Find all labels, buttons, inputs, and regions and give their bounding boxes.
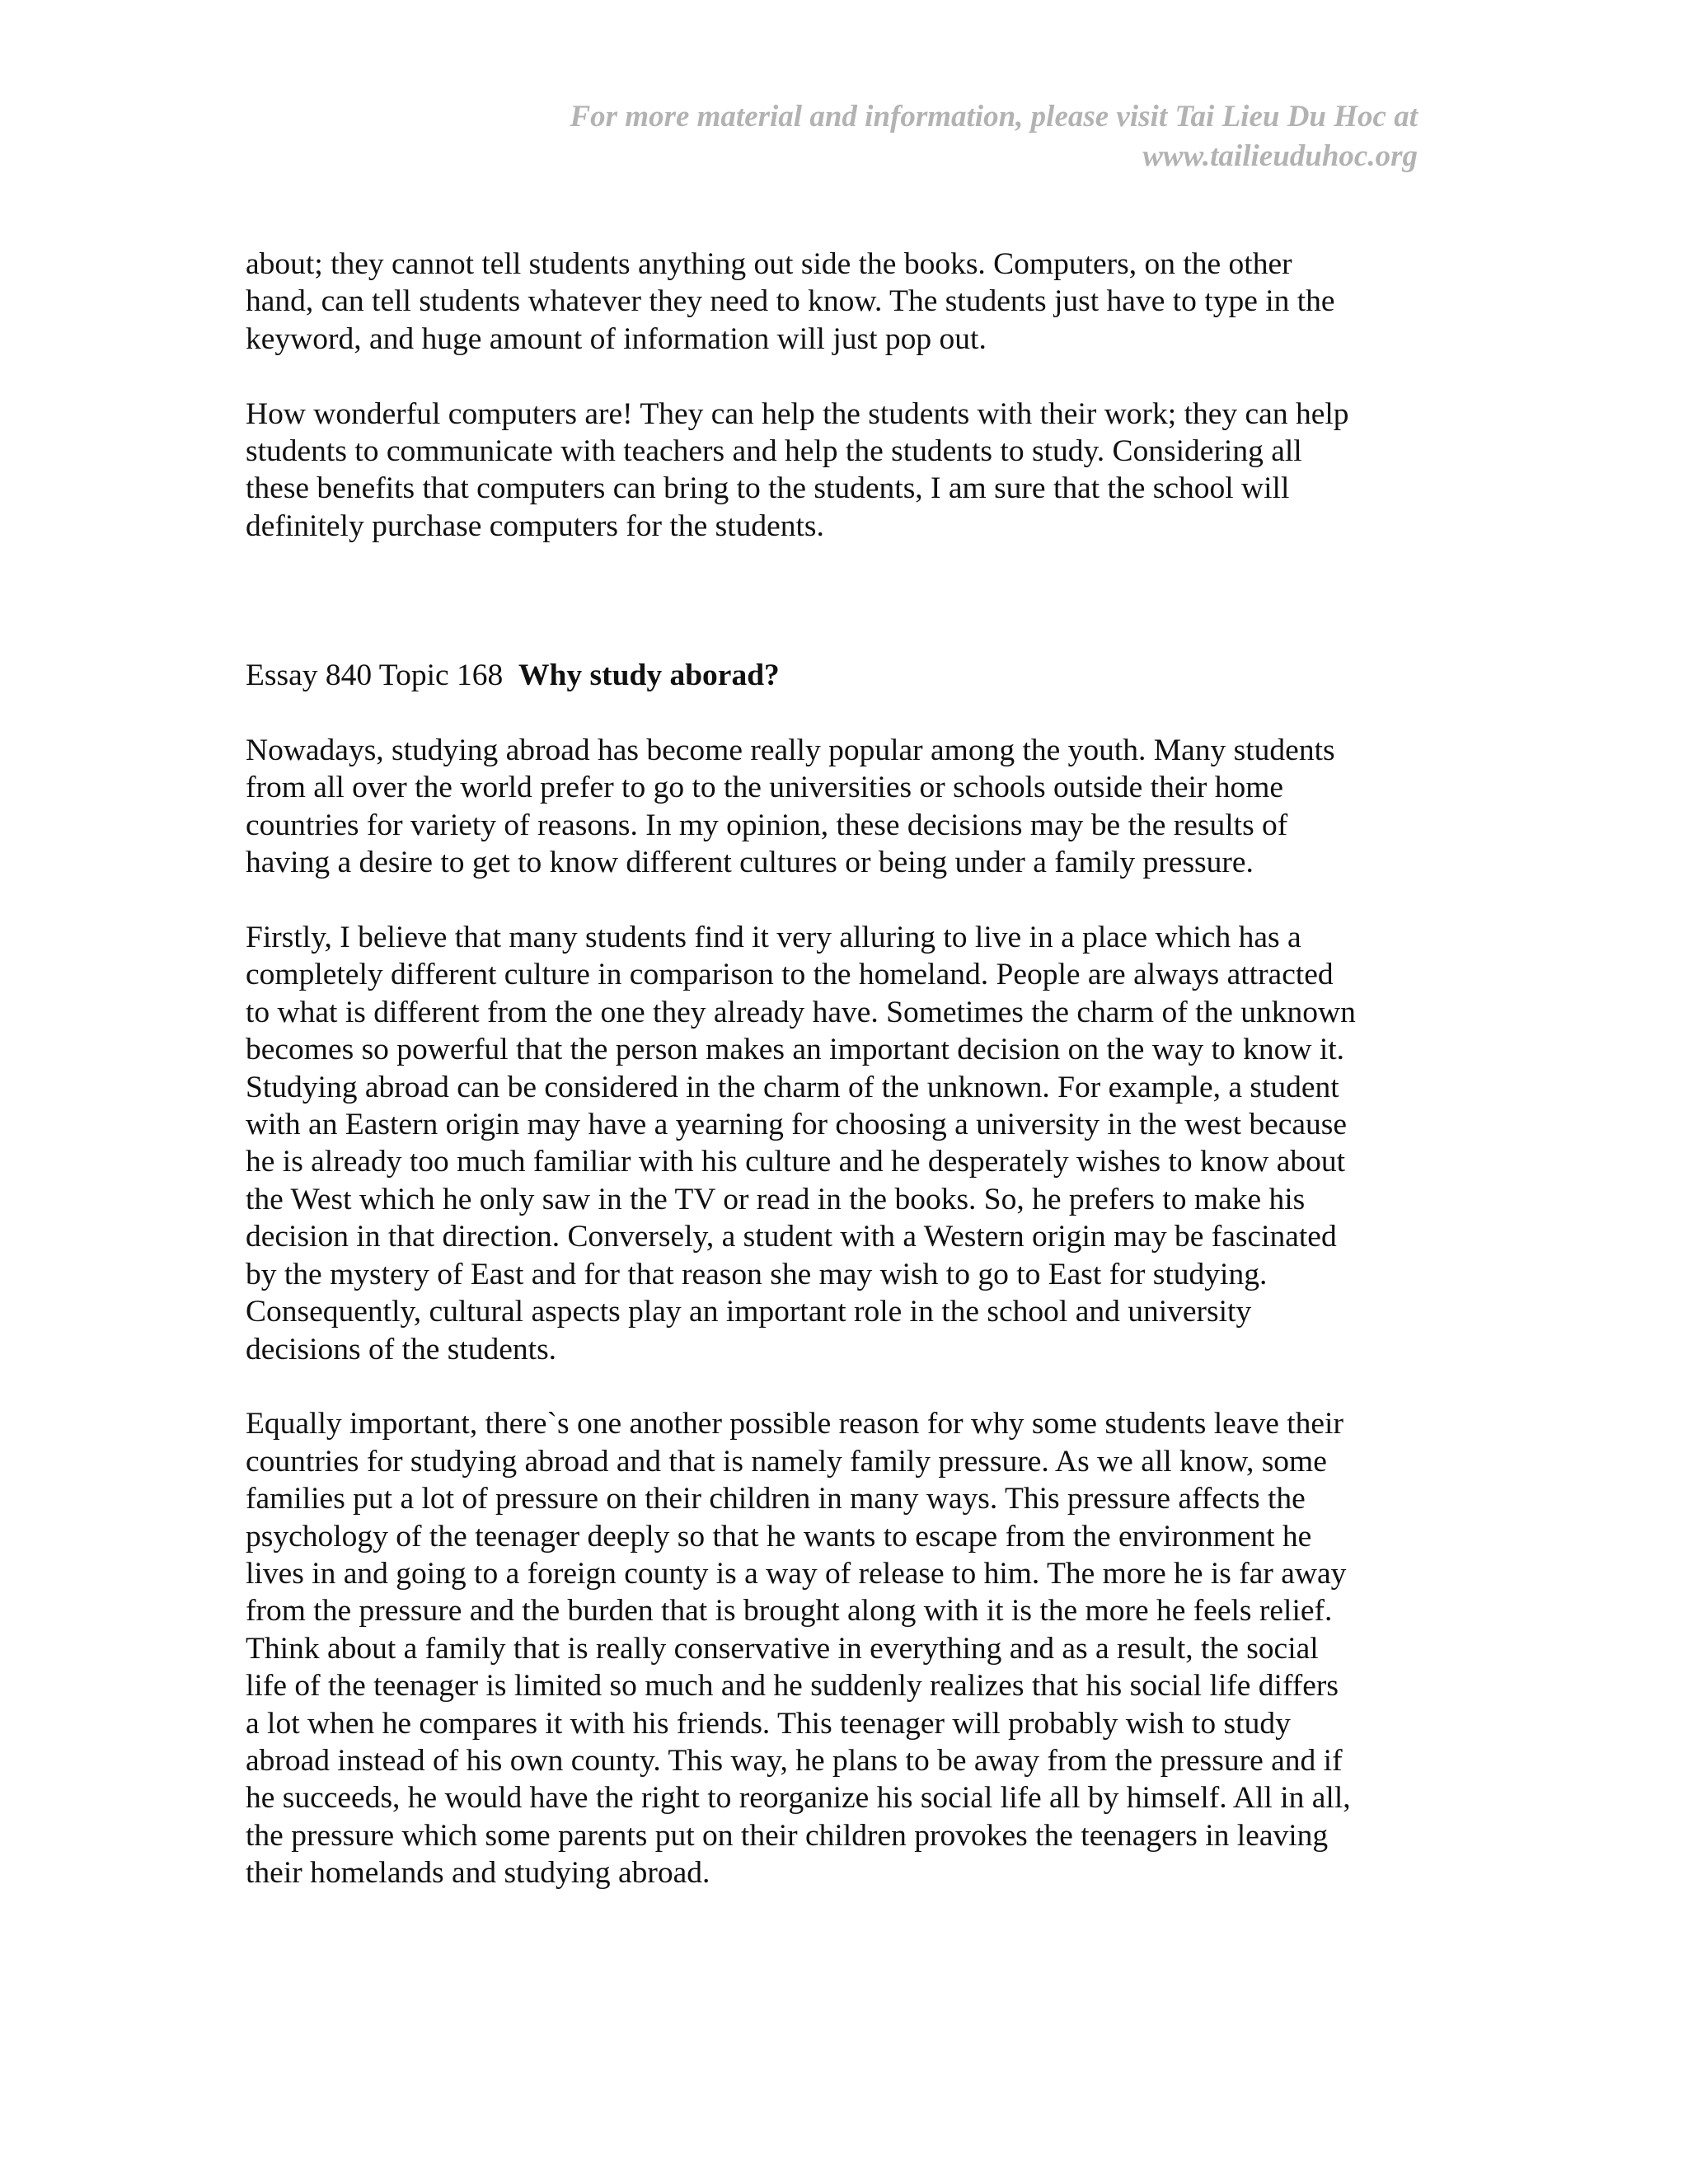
text-line: definitely purchase computers for the students.	[246, 509, 824, 543]
text-line: psychology of the teenager deeply so that he wants to escape from the environment he	[246, 1519, 1312, 1554]
text-line: by the mystery of East and for that reason she may wish to go to East for studying.	[246, 1257, 1268, 1291]
essay-paragraph-3	[246, 1405, 1449, 1891]
text-line: these benefits that computers can bring to the students, I am sure that the school will	[246, 471, 1290, 506]
text-line: families put a lot of pressure on their children in many ways. This pressure affects the	[246, 1482, 1306, 1516]
text-line: their homelands and studying abroad.	[246, 1856, 710, 1891]
text-line: hand, can tell students whatever they need to know. The students just have to type in the	[246, 284, 1335, 319]
text-line: about; they cannot tell students anything out side the books. Computers, on the other	[246, 247, 1292, 281]
document-body	[246, 246, 1449, 1929]
text-line: with an Eastern origin may have a yearning for choosing a university in the west because	[246, 1108, 1348, 1142]
text-line: decisions of the students.	[246, 1332, 557, 1366]
text-line: Firstly, I believe that many students find it very alluring to live in a place which has a	[246, 921, 1301, 955]
intro-paragraph-1	[246, 246, 1449, 358]
text-line: having a desire to get to know different cultures or being under a family pressure.	[246, 846, 1254, 880]
text-line: completely different culture in comparison to the homeland. People are always attracted	[246, 958, 1334, 992]
text-line: he succeeds, he would have the right to reorganize his social life all by himself. All in all,	[246, 1781, 1351, 1816]
page-header-watermark	[346, 97, 1418, 176]
text-line: the pressure which some parents put on their children provokes the teenagers in leaving	[246, 1818, 1329, 1853]
text-line: Consequently, cultural aspects play an important role in the school and university	[246, 1295, 1252, 1329]
text-line: from the pressure and the burden that is brought along with it is the more he feels relief.	[246, 1594, 1333, 1629]
intro-paragraph-2	[246, 396, 1449, 546]
text-line: Nowadays, studying abroad has become really popular among the youth. Many students	[246, 733, 1335, 768]
text-line: becomes so powerful that the person makes an important decision on the way to know it.	[246, 1033, 1345, 1067]
text-line: Studying abroad can be considered in the charm of the unknown. For example, a student	[246, 1070, 1339, 1104]
text-line: abroad instead of his own county. This way, he plans to be away from the pressure and if	[246, 1743, 1343, 1778]
essay-title: Why study aborad?	[518, 658, 780, 693]
text-line: the West which he only saw in the TV or read in the books. So, he prefers to make his	[246, 1182, 1306, 1216]
header-line-1: For more material and information, please visit Tai Lieu Du Hoc at	[570, 100, 1418, 134]
text-line: life of the teenager is limited so much and he suddenly realizes that his social life differs	[246, 1669, 1339, 1704]
text-line: Equally important, there`s one another possible reason for why some students leave their	[246, 1407, 1343, 1441]
text-line: Think about a family that is really conservative in everything and as a result, the social	[246, 1631, 1319, 1666]
text-line: How wonderful computers are! They can help the students with their work; they can help	[246, 396, 1349, 431]
text-line: keyword, and huge amount of information will just pop out.	[246, 321, 987, 356]
text-line: from all over the world prefer to go to the universities or schools outside their home	[246, 771, 1284, 805]
essay-label: Essay 840 Topic 168	[246, 658, 504, 693]
text-line: students to communicate with teachers and help the students to study. Considering all	[246, 434, 1302, 469]
essay-paragraph-1	[246, 732, 1449, 882]
header-line-2: www.tailieuduhoc.org	[1142, 139, 1418, 173]
text-line: decision in that direction. Conversely, a student with a Western origin may be fascinated	[246, 1220, 1337, 1254]
text-line: countries for studying abroad and that is namely family pressure. As we all know, some	[246, 1444, 1327, 1479]
text-line: lives in and going to a foreign county is a way of release to him. The more he is far away	[246, 1556, 1347, 1591]
essay-paragraph-2	[246, 919, 1449, 1368]
text-line: countries for variety of reasons. In my opinion, these decisions may be the results of	[246, 808, 1288, 842]
text-line: to what is different from the one they already have. Sometimes the charm of the unknown	[246, 995, 1356, 1029]
essay-heading	[246, 657, 1449, 694]
text-line: he is already too much familiar with his culture and he desperately wishes to know about	[246, 1145, 1346, 1179]
text-line: a lot when he compares it with his friends. This teenager will probably wish to study	[246, 1706, 1291, 1741]
